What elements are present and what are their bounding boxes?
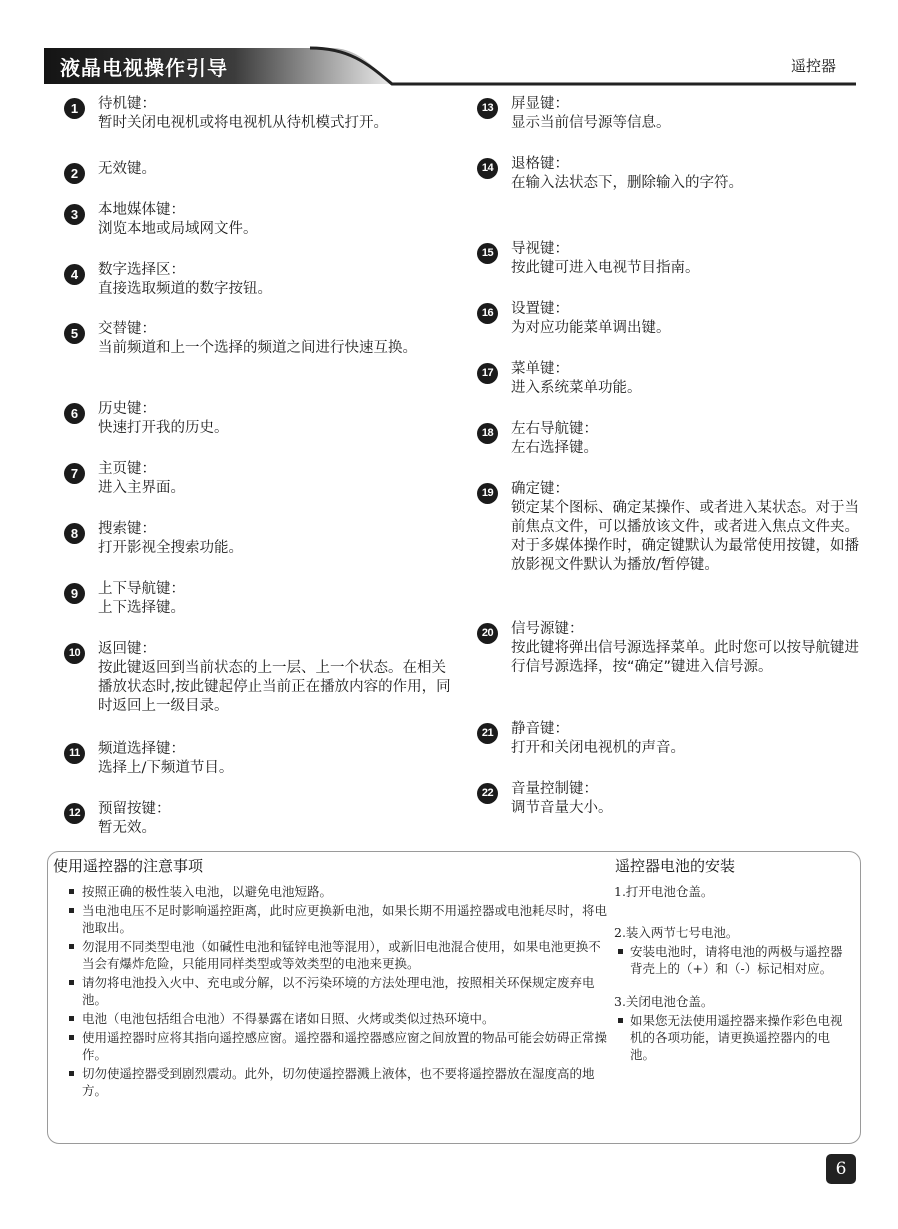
key-item (64, 740, 459, 778)
key-title: 搜索键： (98, 521, 156, 537)
key-item (64, 520, 459, 558)
page-number: 6 (826, 1154, 856, 1184)
bullet-icon (69, 1035, 74, 1040)
number-badge: 6 (64, 403, 85, 424)
key-item (477, 300, 872, 338)
key-description: 快速打开我的历史。 (98, 420, 229, 436)
key-description: 按此键将弹出信号源选择菜单。此时您可以按导航键进行信号源选择，按“确定”键进入信号源。 (511, 640, 859, 675)
key-description: 进入主界面。 (98, 480, 185, 496)
key-item (477, 95, 872, 133)
key-title: 屏显键： (511, 96, 569, 112)
install-steps (614, 883, 854, 1063)
key-title: 静音键： (511, 721, 569, 737)
key-item (64, 201, 459, 239)
section-label: 遥控器 (790, 57, 836, 75)
list-item (64, 902, 612, 936)
number-badge: 1 (64, 98, 85, 119)
note-text: 请勿将电池投入火中、充电或分解，以不污染环境的方法处理电池，按照相关环保规定废弃电池。 (82, 975, 595, 1007)
key-item (64, 460, 459, 498)
install-note-text: 安装电池时，请将电池的两极与遥控器背壳上的（+）和（-）标记相对应。 (630, 944, 843, 976)
key-item (477, 240, 872, 278)
install-note (614, 1012, 854, 1063)
key-title: 信号源键： (511, 621, 584, 637)
key-title: 交替键： (98, 321, 156, 337)
key-item (64, 640, 459, 716)
note-text: 切勿使遥控器受到剧烈震动。此外，切勿使遥控器溅上液体，也不要将遥控器放在湿度高的地方。 (82, 1066, 595, 1098)
bullet-icon (69, 1071, 74, 1076)
note-text: 使用遥控器时应将其指向遥控感应窗。遥控器和遥控器感应窗之间放置的物品可能会妨碍正常操作。 (82, 1030, 608, 1062)
key-description: 暂时关闭电视机或将电视机从待机模式打开。 (98, 115, 388, 131)
key-title: 待机键： (98, 96, 156, 112)
key-item (477, 620, 872, 677)
number-badge: 15 (477, 243, 498, 264)
key-title: 音量控制键： (511, 781, 598, 797)
key-description: 浏览本地或局域网文件。 (98, 221, 258, 237)
key-title: 确定键： (511, 481, 569, 497)
list-item (64, 938, 612, 972)
install-note-text: 如果您无法使用遥控器来操作彩色电视机的各项功能，请更换遥控器内的电池。 (630, 1013, 843, 1062)
note-text: 当电池电压不足时影响遥控距离，此时应更换新电池，如果长期不用遥控器或电池耗尽时，将电池取出。 (82, 903, 608, 935)
key-description: 当前频道和上一个选择的频道之间进行快速互换。 (98, 340, 417, 356)
number-badge: 4 (64, 264, 85, 285)
key-title: 设置键： (511, 301, 569, 317)
bullet-icon (69, 1016, 74, 1021)
install-step: 2.装入两节七号电池。 (614, 925, 739, 940)
bullet-icon (69, 889, 74, 894)
key-item (64, 580, 459, 618)
install-note (614, 943, 854, 977)
key-description: 按此键返回到当前状态的上一层、上一个状态。在相关播放状态时,按此键起停止当前正在播放内容的作用，同时返回上一级目录。 (98, 660, 451, 714)
notes-box (47, 851, 861, 1144)
key-item (64, 400, 459, 438)
number-badge: 13 (477, 98, 498, 119)
key-title: 退格键： (511, 156, 569, 172)
key-item (477, 720, 872, 758)
number-badge: 18 (477, 423, 498, 444)
key-description: 调节音量大小。 (511, 800, 613, 816)
key-description: 进入系统菜单功能。 (511, 380, 642, 396)
key-description: 锁定某个图标、确定某操作、或者进入某状态。对于当前焦点文件，可以播放该文件，或者进入焦点文件夹。对于多媒体操作时，确定键默认为最常使用按键，如播放影视文件默认为播放/暂停键。 (511, 500, 859, 573)
key-title: 数字选择区： (98, 262, 185, 278)
number-badge: 7 (64, 463, 85, 484)
install-step: 3.关闭电池仓盖。 (614, 994, 714, 1009)
number-badge: 17 (477, 363, 498, 384)
key-description: 直接选取频道的数字按钮。 (98, 281, 272, 297)
number-badge: 19 (477, 483, 498, 504)
key-title: 历史键： (98, 401, 156, 417)
bullet-icon (69, 980, 74, 985)
key-title: 返回键： (98, 641, 156, 657)
install-step: 1.打开电池仓盖。 (614, 884, 714, 899)
key-item (64, 160, 459, 179)
key-description: 打开影视全搜索功能。 (98, 540, 243, 556)
key-title: 导视键： (511, 241, 569, 257)
number-badge: 11 (64, 743, 85, 764)
number-badge: 16 (477, 303, 498, 324)
key-description: 为对应功能菜单调出键。 (511, 320, 671, 336)
key-item (477, 780, 872, 818)
note-text: 电池（电池包括组合电池）不得暴露在诸如日照、火烤或类似过热环境中。 (82, 1011, 495, 1026)
list-item (64, 883, 612, 900)
number-badge: 22 (477, 783, 498, 804)
bullet-icon (69, 944, 74, 949)
list-item (64, 1029, 612, 1063)
key-item (477, 420, 872, 458)
key-item (477, 155, 872, 193)
number-badge: 20 (477, 623, 498, 644)
key-item (64, 320, 459, 358)
key-title: 频道选择键： (98, 741, 185, 757)
note-text: 按照正确的极性装入电池，以避免电池短路。 (82, 884, 333, 899)
page-header (0, 0, 898, 90)
key-item (64, 261, 459, 299)
key-description: 选择上/下频道节目。 (98, 760, 234, 776)
number-badge: 9 (64, 583, 85, 604)
key-description: 按此键可进入电视节目指南。 (511, 260, 700, 276)
key-title: 本地媒体键： (98, 202, 185, 218)
key-title: 预留按键： (98, 801, 171, 817)
key-item (64, 95, 459, 133)
number-badge: 12 (64, 803, 85, 824)
key-title: 左右导航键： (511, 421, 598, 437)
key-title: 无效键。 (98, 161, 156, 177)
key-item (64, 800, 459, 838)
number-badge: 14 (477, 158, 498, 179)
notes-heading: 使用遥控器的注意事项 (53, 857, 204, 875)
note-text: 勿混用不同类型电池（如碱性电池和锰锌电池等混用），或新旧电池混合使用，如果电池更换不当会有爆炸危险，只能用同样类型或等效类型的电池来更换。 (82, 939, 601, 971)
key-description: 打开和关闭电视机的声音。 (511, 740, 685, 756)
key-description: 上下选择键。 (98, 600, 185, 616)
bullet-icon (618, 949, 623, 954)
install-heading: 遥控器电池的安装 (615, 857, 736, 875)
notes-list (64, 883, 612, 1101)
key-title: 主页键： (98, 461, 156, 477)
key-item (477, 360, 872, 398)
number-badge: 21 (477, 723, 498, 744)
list-item (64, 974, 612, 1008)
number-badge: 8 (64, 523, 85, 544)
page-title: 液晶电视操作引导 (60, 56, 228, 80)
number-badge: 3 (64, 204, 85, 225)
key-item (477, 480, 872, 575)
key-description: 显示当前信号源等信息。 (511, 115, 671, 131)
key-description: 暂无效。 (98, 820, 156, 836)
key-description: 左右选择键。 (511, 440, 598, 456)
list-item (64, 1010, 612, 1027)
number-badge: 5 (64, 323, 85, 344)
bullet-icon (69, 908, 74, 913)
key-title: 上下导航键： (98, 581, 185, 597)
key-title: 菜单键： (511, 361, 569, 377)
list-item (64, 1065, 612, 1099)
number-badge: 2 (64, 163, 85, 184)
number-badge: 10 (64, 643, 85, 664)
key-description: 在输入法状态下，删除输入的字符。 (511, 175, 743, 191)
bullet-icon (618, 1018, 623, 1023)
